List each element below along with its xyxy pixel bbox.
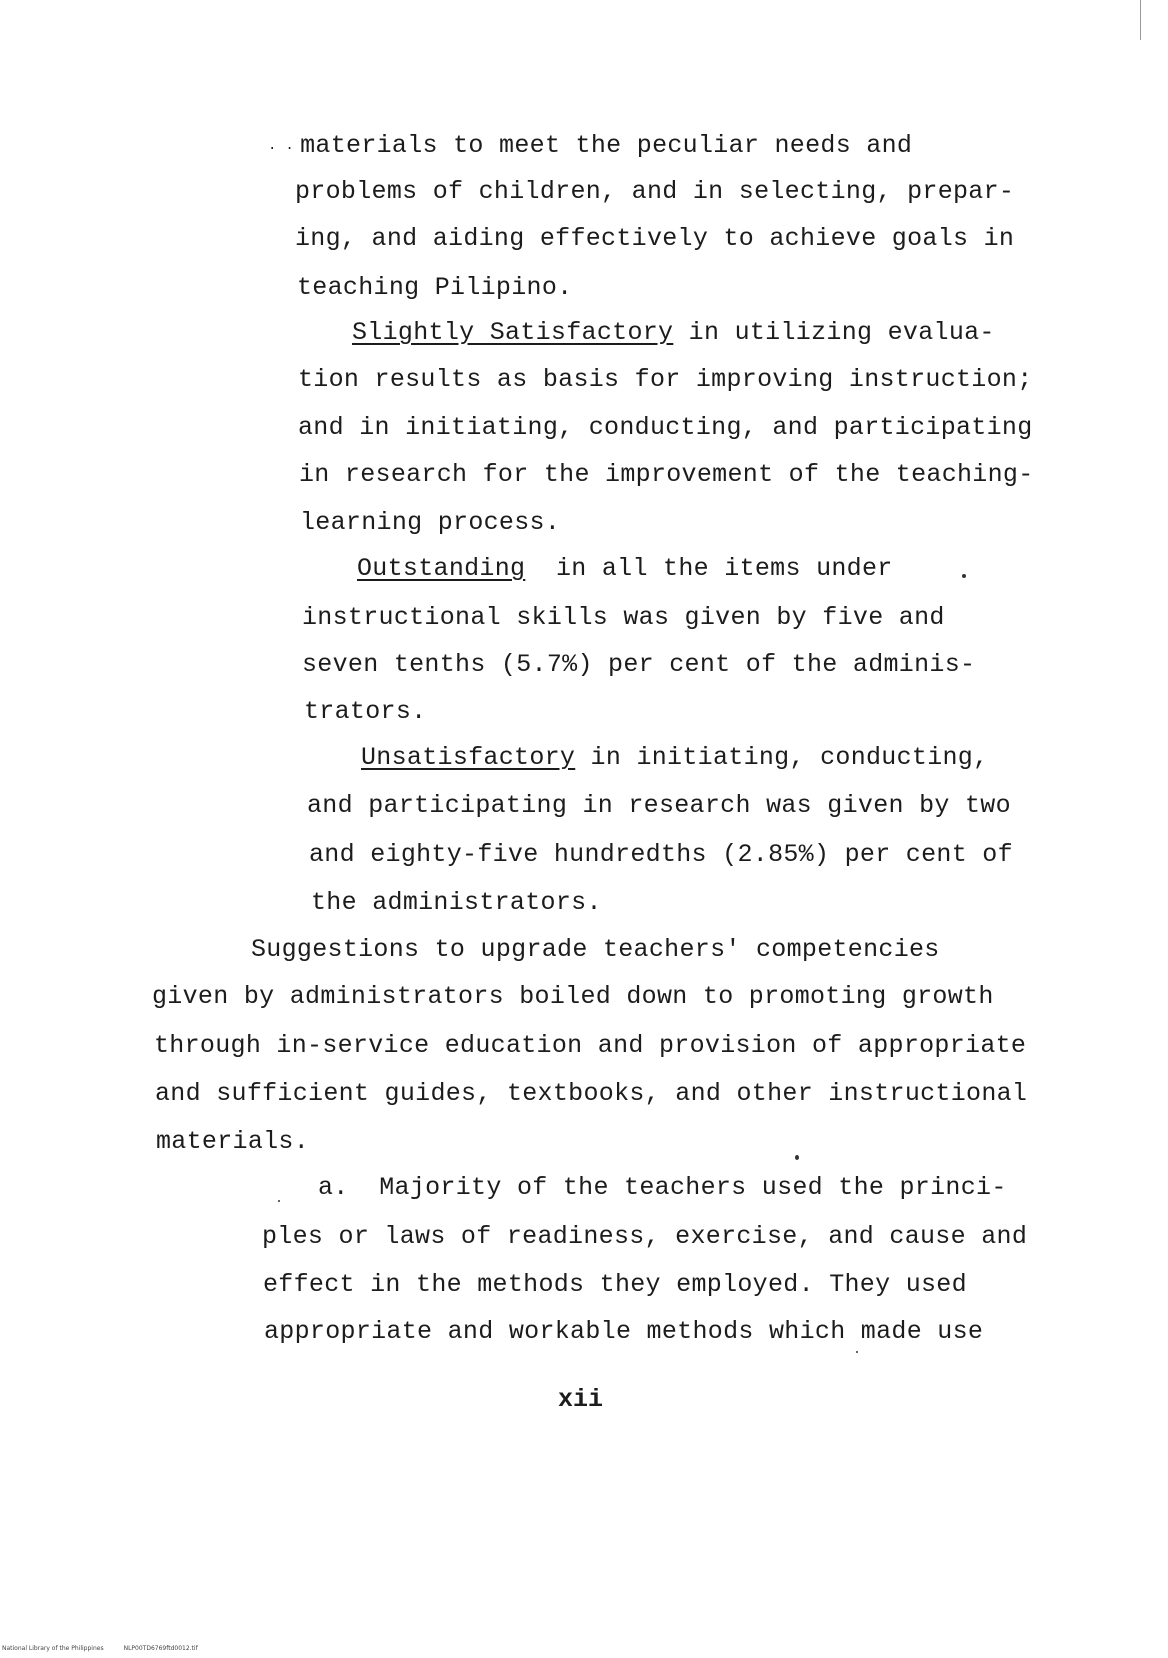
line-text: Majority of the teachers used the princi- <box>379 1173 1007 1202</box>
text-line: learning process. <box>300 508 561 537</box>
line-text: in initiating, conducting, <box>590 743 989 772</box>
item-marker: a. <box>318 1173 349 1202</box>
text-line: ing, and aiding effectively to achieve goals in <box>295 224 1015 253</box>
text-line: · · materials to meet the peculiar needs and <box>268 131 913 160</box>
scan-speck <box>795 1155 799 1160</box>
text-line: effect in the methods they employed. They used <box>263 1270 967 1299</box>
text-line: through in-service education and provision of appropriate <box>154 1031 1027 1060</box>
text-line: teaching Pilipino. <box>297 273 573 302</box>
scan-edge-mark <box>1140 0 1141 40</box>
text-line: materials. <box>156 1127 310 1156</box>
footer-file: NLP00TD6769ftd0012.tif <box>123 1645 198 1652</box>
text-line: and sufficient guides, textbooks, and other instructional <box>155 1079 1028 1108</box>
line-text: materials to meet the peculiar needs and <box>300 131 913 160</box>
text-line: and in initiating, conducting, and participating <box>298 413 1033 442</box>
scan-footer <box>2 1645 218 1653</box>
page-number: xii <box>558 1385 604 1414</box>
text-line: Suggestions to upgrade teachers' competencies <box>251 935 940 964</box>
text-line <box>352 318 995 348</box>
rating-term-outstanding: Outstanding <box>357 554 526 583</box>
text-line: appropriate and workable methods which made use <box>264 1317 984 1346</box>
rating-term-slightly-satisfactory: Slightly Satisfactory <box>352 318 674 347</box>
line-text: in all the items under <box>555 554 893 583</box>
text-line: in research for the improvement of the teaching- <box>299 460 1034 489</box>
text-line: trators. <box>304 697 427 726</box>
text-line: problems of children, and in selecting, prepar- <box>295 177 1015 206</box>
footer-library: National Library of the Philippines <box>2 1645 104 1652</box>
text-line: seven tenths (5.7%) per cent of the adminis- <box>302 650 976 679</box>
text-line: and participating in research was given by two <box>307 791 1011 820</box>
text-line: instructional skills was given by five and <box>302 603 945 632</box>
text-line: given by administrators boiled down to promoting growth <box>152 982 994 1011</box>
text-line: ples or laws of readiness, exercise, and cause and <box>262 1222 1028 1251</box>
rating-term-unsatisfactory: Unsatisfactory <box>361 743 576 772</box>
text-line: and eighty-five hundredths (2.85%) per cent of <box>309 840 1013 869</box>
text-line: the administrators. <box>311 888 602 917</box>
text-line <box>357 554 893 584</box>
scan-speck <box>962 574 966 578</box>
text-line: tion results as basis for improving instruction; <box>298 365 1033 394</box>
scan-speck <box>856 1351 858 1353</box>
line-text: in utilizing evalua- <box>688 318 995 347</box>
text-line <box>361 743 988 773</box>
text-line <box>318 1173 1007 1203</box>
scan-speck <box>278 1200 280 1202</box>
